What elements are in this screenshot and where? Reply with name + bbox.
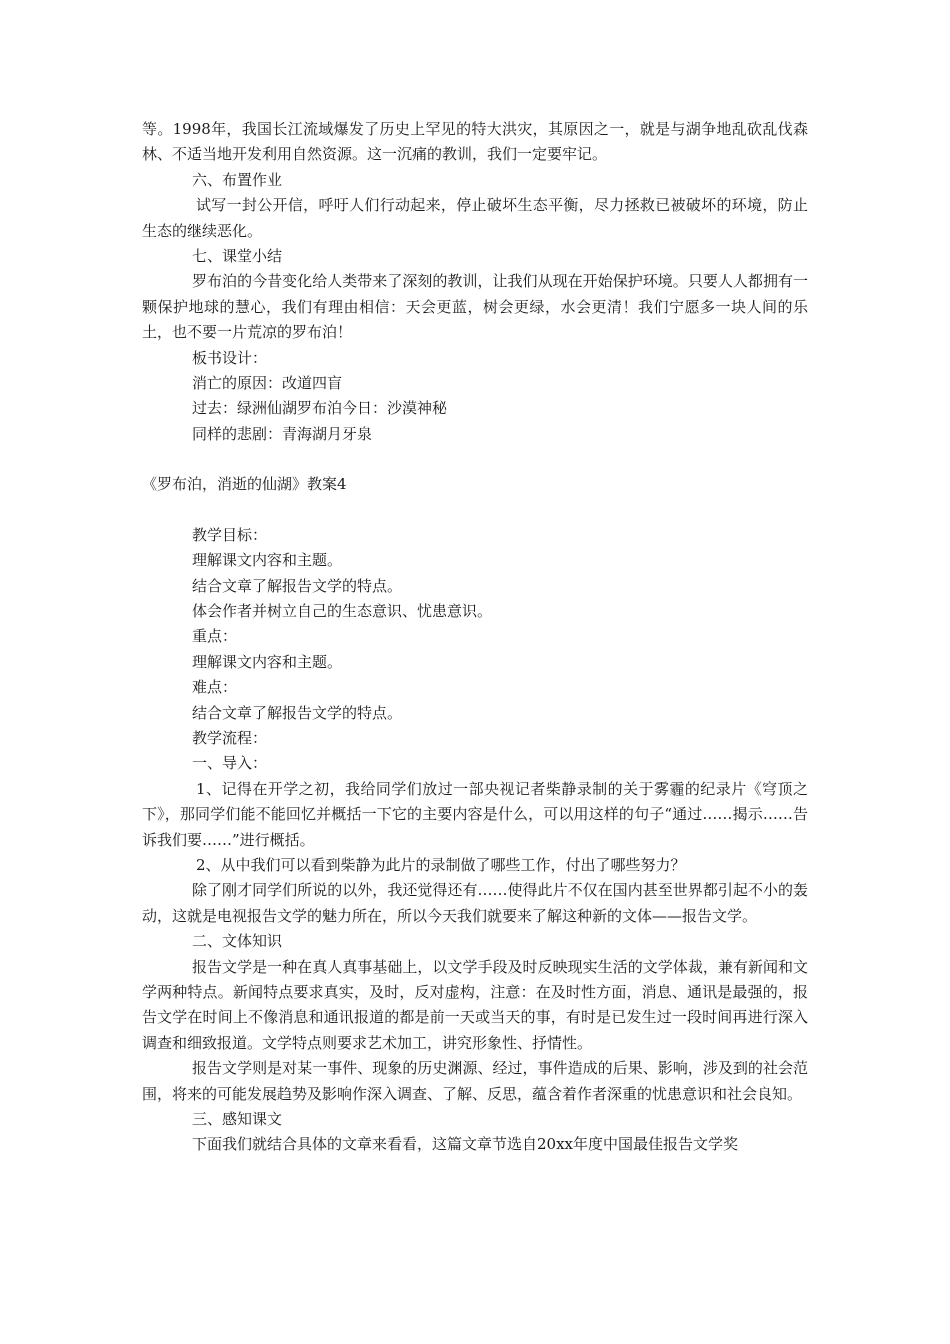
paragraph-intro-3: 除了刚才同学们所说的以外，我还觉得还有……使得此片不仅在国内甚至世界都引起不小的轰动，这就是电视报告文学的魅力所在，所以今天我们就要来了解这种新的文体——报告文学。 [142,881,808,925]
process-label: 教学流程： [192,728,268,747]
paragraph-continuation: 等。1998年，我国长江流域爆发了历史上罕见的特大洪灾，其原因之一，就是与湖争地乱砍乱伐森林、不适当地开发利用自然资源。这一沉痛的教训，我们一定要牢记。 [142,120,808,164]
heading-perceive: 三、感知课文 [192,1110,283,1129]
board-design-line-1: 消亡的原因：改道四盲 [192,374,343,393]
difficulty-label: 难点： [192,678,238,697]
board-design-line-2: 过去：绿洲仙湖罗布泊今日：沙漠神秘 [192,399,448,418]
heading-assignment: 六、布置作业 [192,170,283,189]
heading-intro: 一、导入： [192,754,268,773]
paragraph-summary: 罗布泊的今昔变化给人类带来了深刻的教训，让我们从现在开始保护环境。只要人人都拥有一颗保护地球的慧心，我们有理由相信：天会更蓝，树会更绿，水会更清！我们宁愿多一块人间的乐土，也不要一片荒凉的罗布泊！ [142,272,808,342]
board-design-label: 板书设计： [192,348,268,367]
heading-genre: 二、文体知识 [192,932,283,951]
objective-3: 体会作者并树立自己的生态意识、忧患意识。 [192,601,493,620]
paragraph-assignment: 试写一封公开信，呼吁人们行动起来，停止破坏生态平衡，尽力拯救已被破坏的环境，防止生态的继续恶化。 [142,196,808,240]
objective-2: 结合文章了解报告文学的特点。 [192,576,403,595]
paragraph-intro-1: 1、记得在开学之初，我给同学们放过一部央视记者柴静录制的关于雾霾的纪录片《穹顶之下》，那同学们能不能回忆并概括一下它的主要内容是什么，可以用这样的句子“通过……揭示……告诉我们要……”进行概括。 [142,779,808,849]
objective-1: 理解课文内容和主题。 [192,551,343,570]
key-point-text: 理解课文内容和主题。 [192,652,343,671]
difficulty-text: 结合文章了解报告文学的特点。 [192,703,403,722]
paragraph-perceive: 下面我们就结合具体的文章来看看，这篇文章节选自20xx年度中国最佳报告文学奖 [192,1135,739,1154]
heading-summary: 七、课堂小结 [192,247,283,266]
objectives-label: 教学目标： [192,525,268,544]
paragraph-genre-2: 报告文学则是对某一事件、现象的历史渊源、经过，事件造成的后果、影响，涉及到的社会范围，将来的可能发展趋势及影响作深入调查、了解、反思，蕴含着作者深重的忧患意识和社会良知。 [142,1059,808,1103]
section-title: 《罗布泊，消逝的仙湖》教案4 [142,475,347,494]
paragraph-intro-2: 2、从中我们可以看到柴静为此片的录制做了哪些工作，付出了哪些努力？ [196,855,686,874]
board-design-line-3: 同样的悲剧：青海湖月牙泉 [192,424,373,443]
paragraph-genre-1: 报告文学是一种在真人真事基础上，以文学手段及时反映现实生活的文学体裁，兼有新闻和文学两种特点。新闻特点要求真实，及时，反对虚构，注意：在及时性方面，消息、通讯是最强的，报告文学在时间上不像消息和通讯报道的都是前一天或当天的事，有时是已发生过一段时间再进行深入调查和细致报道。文学特点则要求艺术加工，讲究形象性、抒情性。 [142,957,808,1052]
key-point-label: 重点： [192,627,238,646]
